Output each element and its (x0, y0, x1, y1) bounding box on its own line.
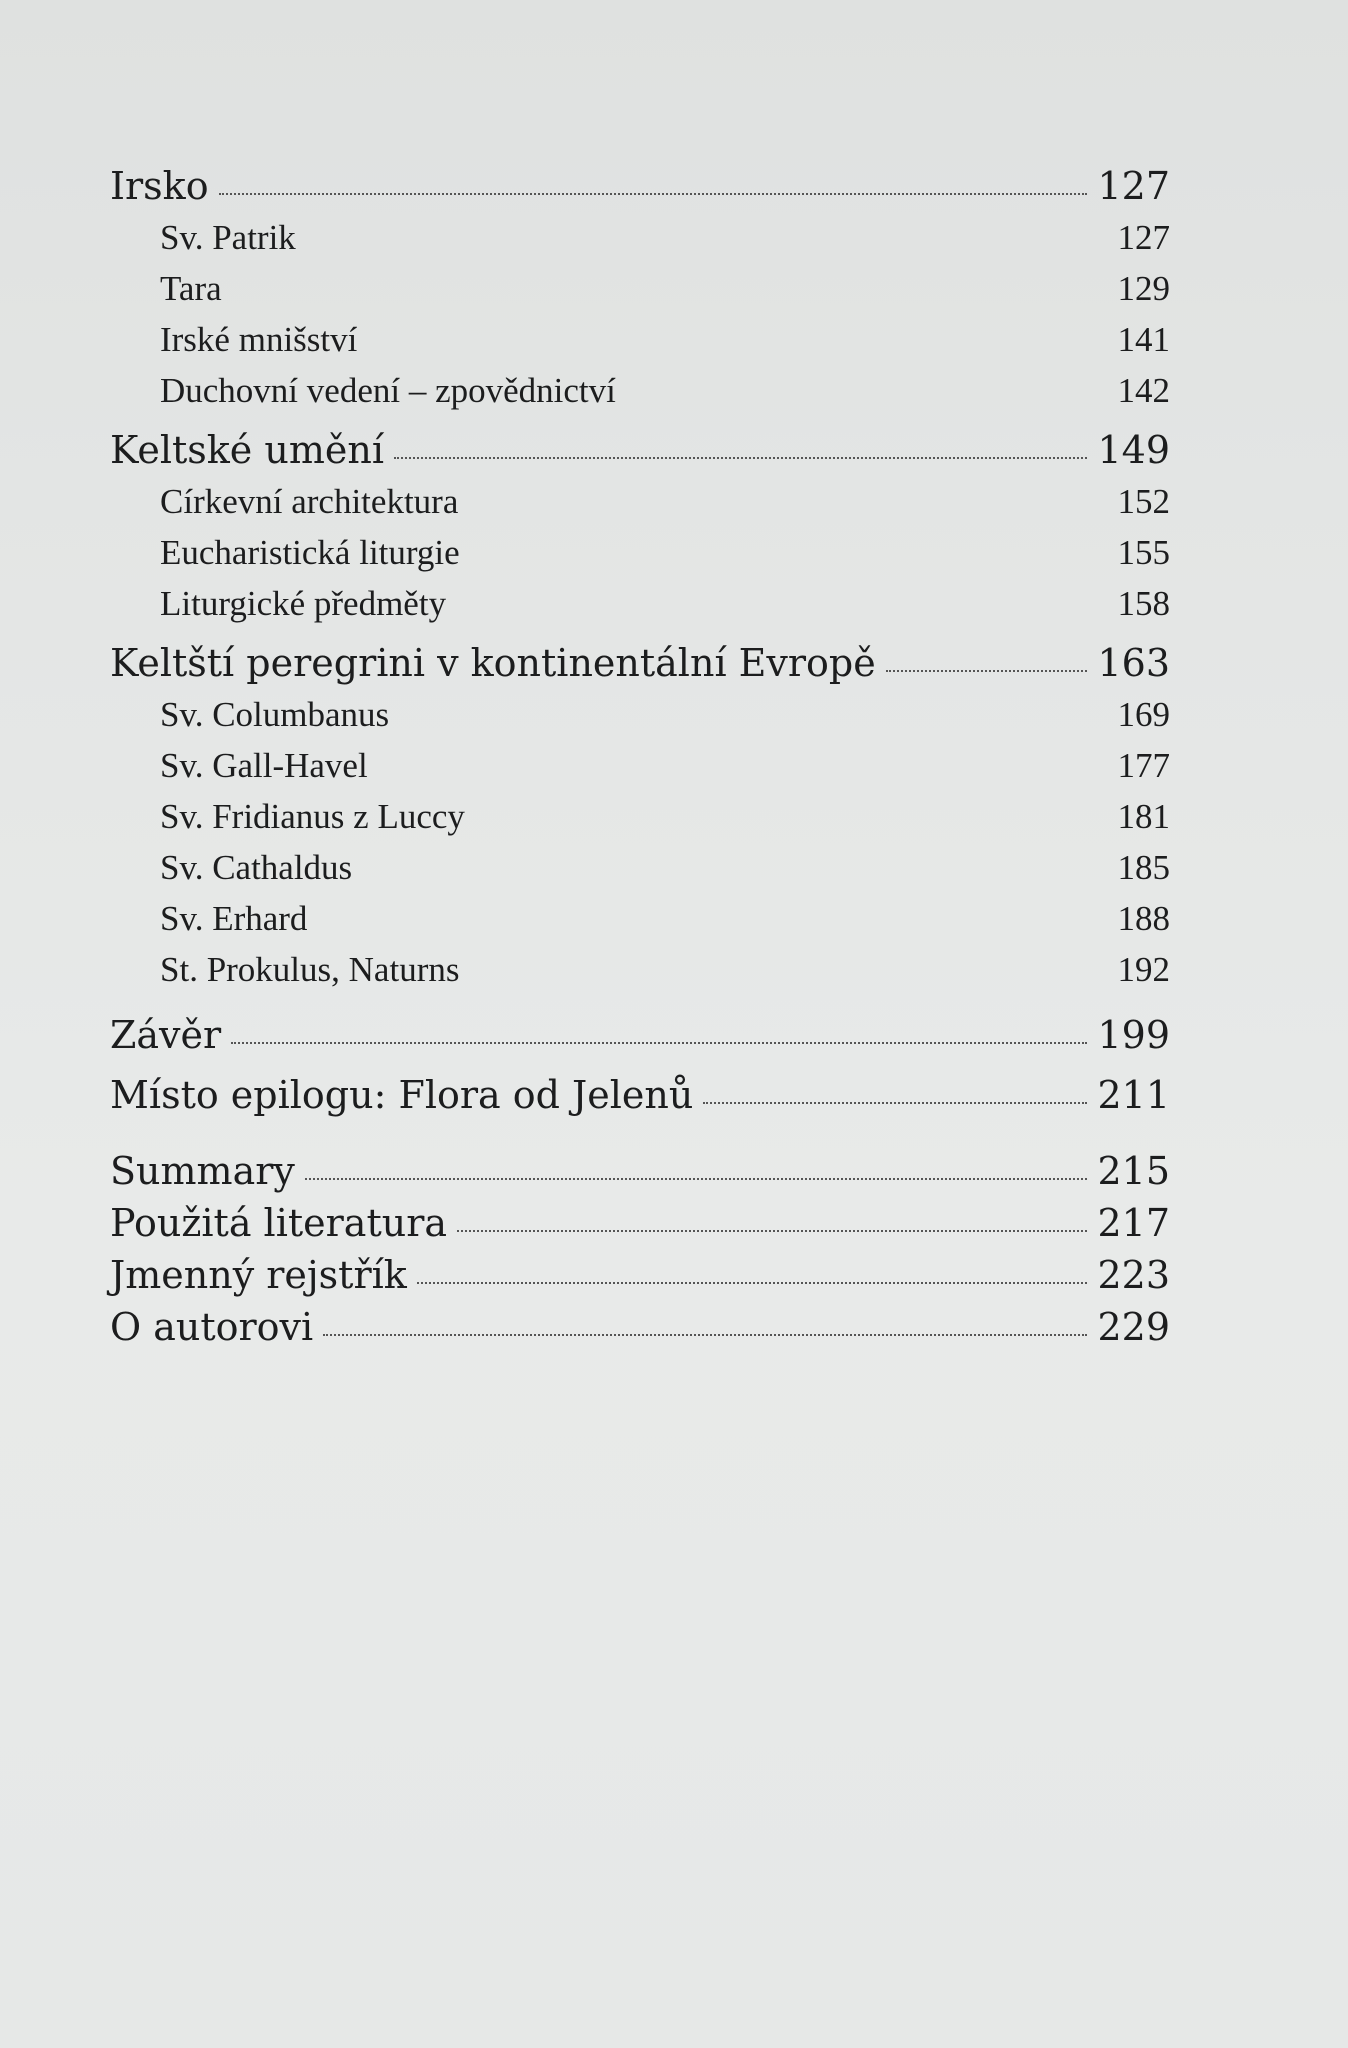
toc-subentry (110, 689, 1170, 740)
toc-subentry (110, 476, 1170, 527)
table-of-contents (110, 160, 1170, 1353)
toc-chapter (110, 1197, 1170, 1249)
toc-subentry (110, 578, 1170, 629)
toc-chapter-title: Místo epilogu: Flora od Jelenů (110, 1073, 694, 1117)
toc-chapter (110, 160, 1170, 212)
toc-page-number: 177 (1117, 746, 1170, 785)
toc-chapter (110, 637, 1170, 689)
toc-chapter-title: Summary (110, 1149, 295, 1193)
toc-subentry-title: Tara (160, 269, 222, 308)
toc-page-number: 215 (1097, 1149, 1170, 1193)
toc-subentry-title: Irské mnišství (160, 320, 358, 359)
toc-subentry (110, 740, 1170, 791)
toc-subentry-title: Sv. Columbanus (160, 695, 390, 734)
toc-subentry (110, 314, 1170, 365)
toc-page-number: 211 (1097, 1073, 1170, 1117)
dot-leader (305, 1178, 1088, 1180)
toc-chapter-title: Jmenný rejstřík (110, 1253, 407, 1297)
toc-subentry (110, 944, 1170, 995)
toc-subentry-title: Sv. Patrik (160, 218, 296, 257)
toc-subentry-title: Liturgické předměty (160, 584, 447, 623)
toc-page-number: 199 (1097, 1013, 1170, 1057)
toc-chapter (110, 1249, 1170, 1301)
toc-chapter-title: Irsko (110, 164, 209, 208)
dot-leader (231, 1042, 1087, 1044)
dot-leader (703, 1102, 1087, 1104)
dot-leader (323, 1334, 1087, 1336)
toc-page-number: 185 (1117, 848, 1170, 887)
toc-chapter (110, 1069, 1170, 1121)
toc-page-number: 155 (1117, 533, 1170, 572)
toc-page-number: 127 (1117, 218, 1170, 257)
toc-subentry-title: Duchovní vedení – zpovědnictví (160, 371, 616, 410)
toc-chapter-title: Závěr (110, 1013, 222, 1057)
toc-subentry (110, 893, 1170, 944)
dot-leader (219, 193, 1088, 195)
toc-subentry-title: Sv. Fridianus z Luccy (160, 797, 465, 836)
toc-page-number: 188 (1117, 899, 1170, 938)
toc-chapter (110, 1301, 1170, 1353)
toc-subentry-title: Církevní architektura (160, 482, 459, 521)
toc-subentry (110, 842, 1170, 893)
toc-page-number: 181 (1117, 797, 1170, 836)
toc-subentry (110, 791, 1170, 842)
toc-subentry (110, 527, 1170, 578)
toc-page-number: 169 (1117, 695, 1170, 734)
toc-chapter-title: Použitá literatura (110, 1201, 448, 1245)
toc-page-number: 158 (1117, 584, 1170, 623)
toc-chapter-title: O autorovi (110, 1305, 314, 1349)
dot-leader (417, 1282, 1088, 1284)
toc-page-number: 149 (1097, 428, 1170, 472)
toc-page-number: 163 (1097, 641, 1170, 685)
toc-chapter (110, 1009, 1170, 1061)
dot-leader (457, 1230, 1087, 1232)
dot-leader (886, 670, 1088, 672)
toc-page-number: 217 (1097, 1201, 1170, 1245)
toc-page-number: 229 (1097, 1305, 1170, 1349)
toc-subentry-title: St. Prokulus, Naturns (160, 950, 460, 989)
toc-subentry-title: Eucharistická liturgie (160, 533, 460, 572)
toc-page-number: 142 (1117, 371, 1170, 410)
toc-subentry (110, 365, 1170, 416)
toc-page-number: 223 (1097, 1253, 1170, 1297)
toc-subentry (110, 212, 1170, 263)
toc-subentry-title: Sv. Cathaldus (160, 848, 353, 887)
toc-chapter-title: Keltští peregrini v kontinentální Evropě (110, 641, 876, 685)
toc-subentry-title: Sv. Erhard (160, 899, 308, 938)
toc-chapter (110, 1145, 1170, 1197)
toc-page-number: 152 (1117, 482, 1170, 521)
toc-chapter-title: Keltské umění (110, 428, 384, 472)
toc-page-number: 141 (1117, 320, 1170, 359)
toc-page-number: 129 (1117, 269, 1170, 308)
toc-subentry (110, 263, 1170, 314)
toc-subentry-title: Sv. Gall-Havel (160, 746, 368, 785)
dot-leader (394, 457, 1087, 459)
toc-page-number: 127 (1097, 164, 1170, 208)
toc-page-number: 192 (1117, 950, 1170, 989)
toc-chapter (110, 424, 1170, 476)
